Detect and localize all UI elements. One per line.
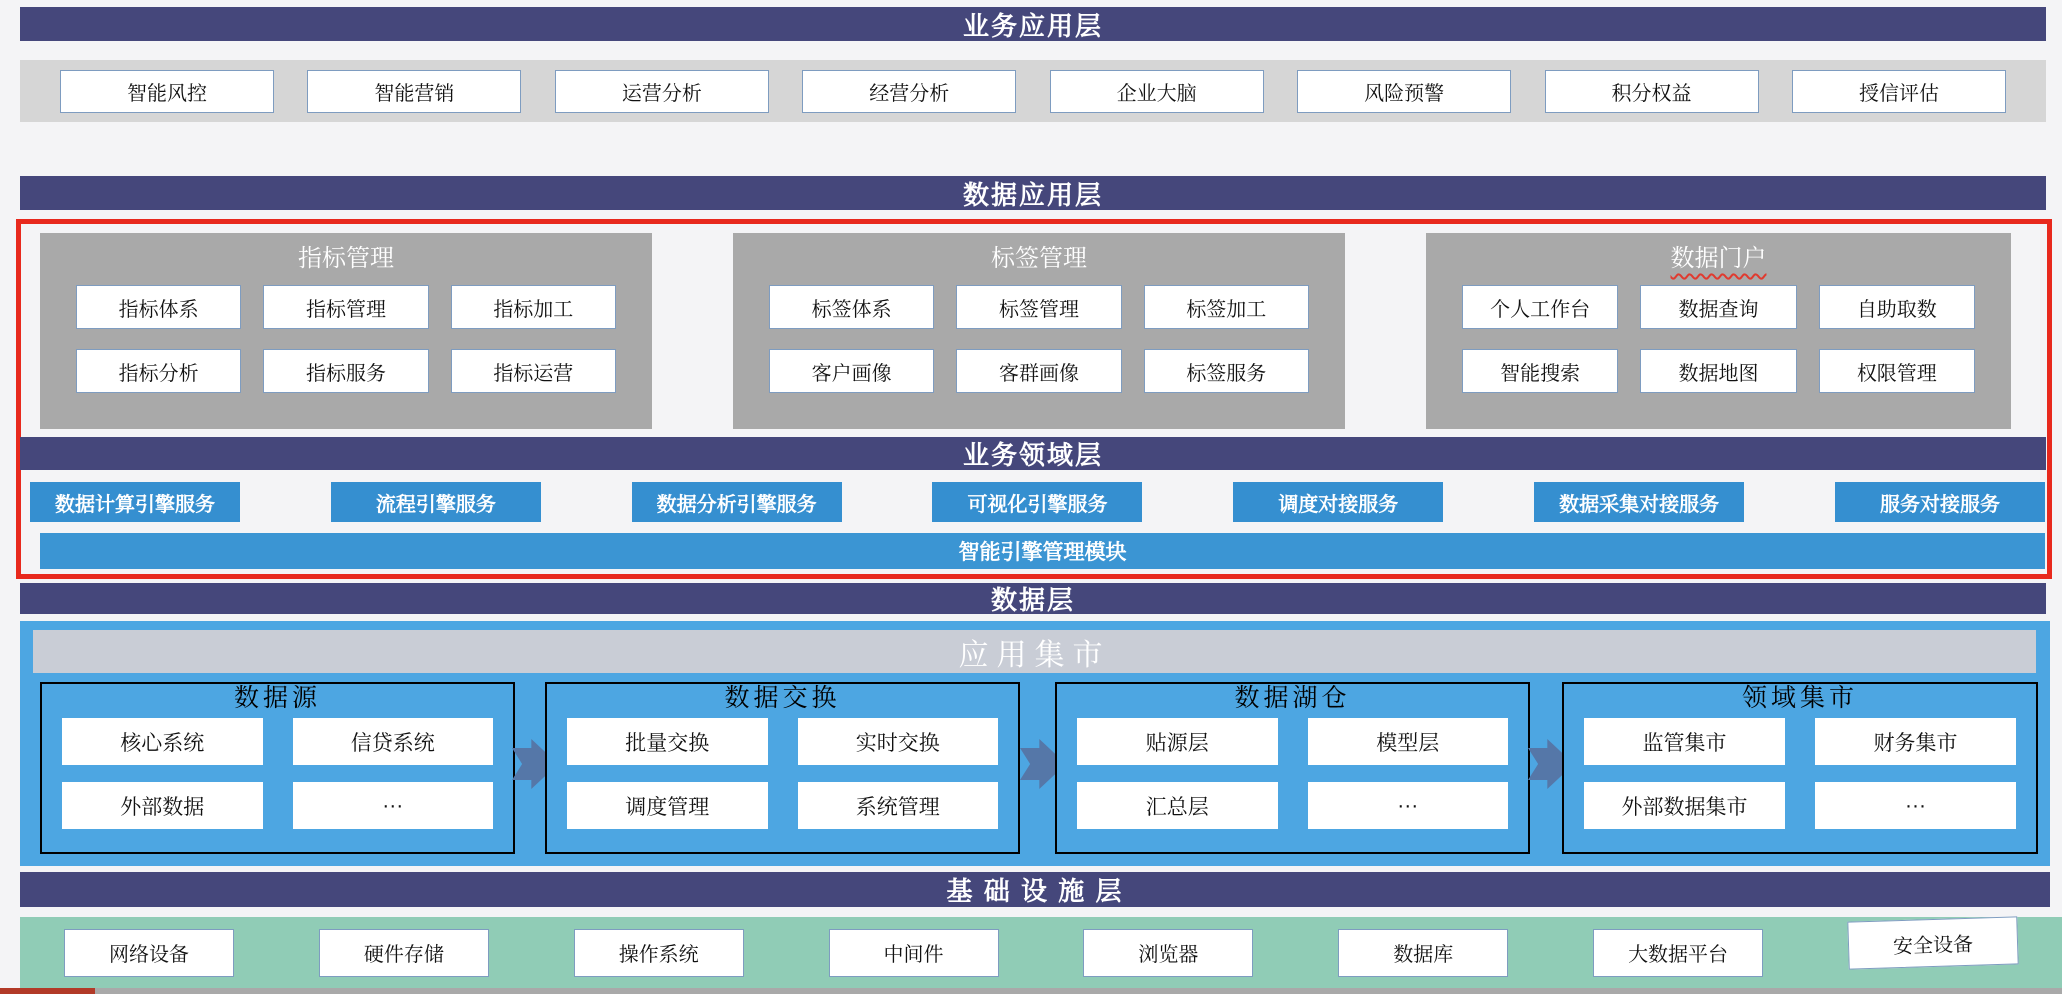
panel-title: 标签管理	[991, 245, 1087, 272]
business-app-band	[20, 60, 2046, 122]
group-title: 领域集市	[1741, 685, 1858, 712]
group-box: 信贷系统	[293, 718, 494, 765]
app-box: 积分权益	[1545, 70, 1759, 113]
infra-box: 硬件存储	[319, 929, 489, 977]
group-box: 监管集市	[1584, 718, 1785, 765]
group-box: ···	[1815, 782, 2016, 829]
layer-title-infrastructure: 基 础 设 施 层	[20, 872, 2050, 907]
panel-box: 客户画像	[769, 349, 934, 393]
group-box: ···	[293, 782, 494, 829]
group-title: 数据交换	[724, 685, 841, 712]
infrastructure-band	[20, 917, 2062, 988]
panel-box: 客群画像	[956, 349, 1121, 393]
infra-box: 浏览器	[1083, 929, 1253, 977]
app-box: 授信评估	[1792, 70, 2006, 113]
panel-box: 指标加工	[451, 285, 616, 329]
layer-title-business-app: 业务应用层	[20, 7, 2046, 41]
service-box: 可视化引擎服务	[932, 482, 1142, 522]
group-box: 模型层	[1308, 718, 1509, 765]
panel-box: 标签加工	[1144, 285, 1309, 329]
panel-title: 指标管理	[298, 245, 394, 272]
panel-box: 数据地图	[1640, 349, 1796, 393]
mart-header: 应用集市	[33, 630, 2036, 673]
group-box: 汇总层	[1077, 782, 1278, 829]
app-box: 智能风控	[60, 70, 274, 113]
layer-title-data-app: 数据应用层	[20, 176, 2046, 210]
group-data-lakehouse	[1055, 682, 1530, 854]
group-box: 核心系统	[62, 718, 263, 765]
infra-box: 数据库	[1338, 929, 1508, 977]
layer-title-business-domain: 业务领域层	[20, 437, 2046, 470]
infra-box: 大数据平台	[1593, 929, 1763, 977]
group-box: ···	[1308, 782, 1509, 829]
panel-indicator-mgmt	[40, 233, 652, 429]
panel-box: 权限管理	[1819, 349, 1975, 393]
group-box: 外部数据	[62, 782, 263, 829]
service-box: 调度对接服务	[1233, 482, 1443, 522]
app-box: 风险预警	[1297, 70, 1511, 113]
engine-management-bar: 智能引擎管理模块	[40, 533, 2045, 569]
panel-box: 指标服务	[263, 349, 428, 393]
service-box: 数据计算引擎服务	[30, 482, 240, 522]
app-box: 企业大脑	[1050, 70, 1264, 113]
bottom-red-accent	[0, 988, 95, 994]
panel-box: 标签服务	[1144, 349, 1309, 393]
group-box: 系统管理	[798, 782, 999, 829]
panel-data-portal	[1426, 233, 2011, 429]
application-mart	[20, 621, 2050, 866]
service-box: 流程引擎服务	[331, 482, 541, 522]
app-box: 经营分析	[802, 70, 1016, 113]
panel-tag-mgmt	[733, 233, 1345, 429]
group-domain-mart	[1562, 682, 2038, 854]
panel-box: 个人工作台	[1462, 285, 1618, 329]
group-box: 调度管理	[567, 782, 768, 829]
panel-box: 自助取数	[1819, 285, 1975, 329]
group-box: 外部数据集市	[1584, 782, 1785, 829]
panel-box: 标签体系	[769, 285, 934, 329]
panel-title: 数据门户	[1670, 245, 1767, 272]
group-box: 实时交换	[798, 718, 999, 765]
panel-box: 指标运营	[451, 349, 616, 393]
panel-box: 智能搜索	[1462, 349, 1618, 393]
group-box: 贴源层	[1077, 718, 1278, 765]
panel-box: 数据查询	[1640, 285, 1796, 329]
engine-services-row	[30, 482, 2045, 522]
group-title: 数据源	[233, 685, 321, 712]
service-box: 服务对接服务	[1835, 482, 2045, 522]
group-data-source	[40, 682, 515, 854]
bottom-gray-strip	[95, 988, 2062, 994]
infra-box: 安全设备	[1847, 916, 2018, 969]
panel-box: 指标分析	[76, 349, 241, 393]
app-box: 智能营销	[307, 70, 521, 113]
infra-box: 操作系统	[574, 929, 744, 977]
app-box: 运营分析	[555, 70, 769, 113]
service-box: 数据分析引擎服务	[632, 482, 842, 522]
service-box: 数据采集对接服务	[1534, 482, 1744, 522]
group-box: 财务集市	[1815, 718, 2016, 765]
group-data-exchange	[545, 682, 1020, 854]
panel-box: 指标管理	[263, 285, 428, 329]
group-title: 数据湖仓	[1234, 685, 1351, 712]
layer-title-data-layer: 数据层	[20, 583, 2046, 614]
panel-box: 指标体系	[76, 285, 241, 329]
infra-box: 网络设备	[64, 929, 234, 977]
infra-box: 中间件	[829, 929, 999, 977]
panel-box: 标签管理	[956, 285, 1121, 329]
group-box: 批量交换	[567, 718, 768, 765]
